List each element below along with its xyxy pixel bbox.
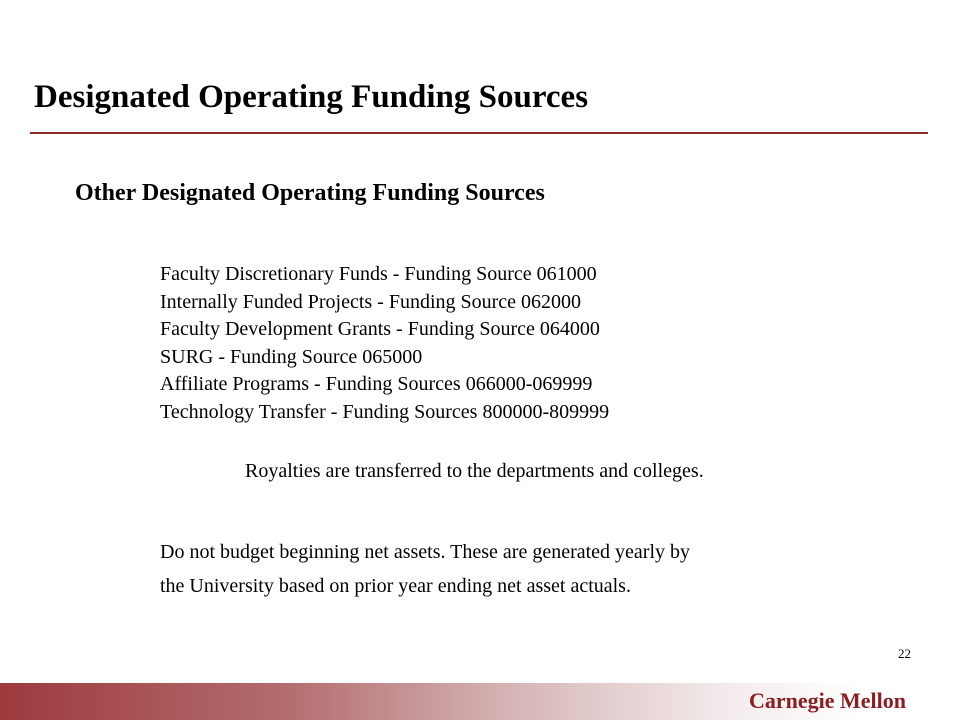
- funding-source-item: Technology Transfer - Funding Sources 800000-809999: [160, 400, 610, 423]
- funding-source-item: Affiliate Programs - Funding Sources 066000-069999: [160, 373, 593, 396]
- net-assets-note-line: Do not budget beginning net assets. These are generated yearly by: [160, 541, 691, 563]
- funding-source-item: Internally Funded Projects - Funding Source 062000: [160, 290, 582, 313]
- funding-source-item: Faculty Development Grants - Funding Source 064000: [160, 318, 600, 341]
- funding-source-item: Faculty Discretionary Funds - Funding Source 061000: [160, 263, 597, 285]
- slide-title: Designated Operating Funding Sources: [34, 79, 589, 115]
- net-assets-note: [160, 535, 690, 603]
- funding-source-item: SURG - Funding Source 065000: [160, 345, 423, 368]
- page-number: 22: [898, 646, 911, 661]
- section-subheading: Other Designated Operating Funding Sources: [75, 180, 545, 206]
- title-divider: [30, 132, 928, 134]
- net-assets-note-line: the University based on prior year ending net asset actuals.: [160, 575, 631, 597]
- funding-source-list: [160, 261, 609, 427]
- royalties-note: Royalties are transferred to the departments and colleges.: [245, 460, 704, 482]
- brand-logo: Carnegie Mellon: [749, 688, 907, 713]
